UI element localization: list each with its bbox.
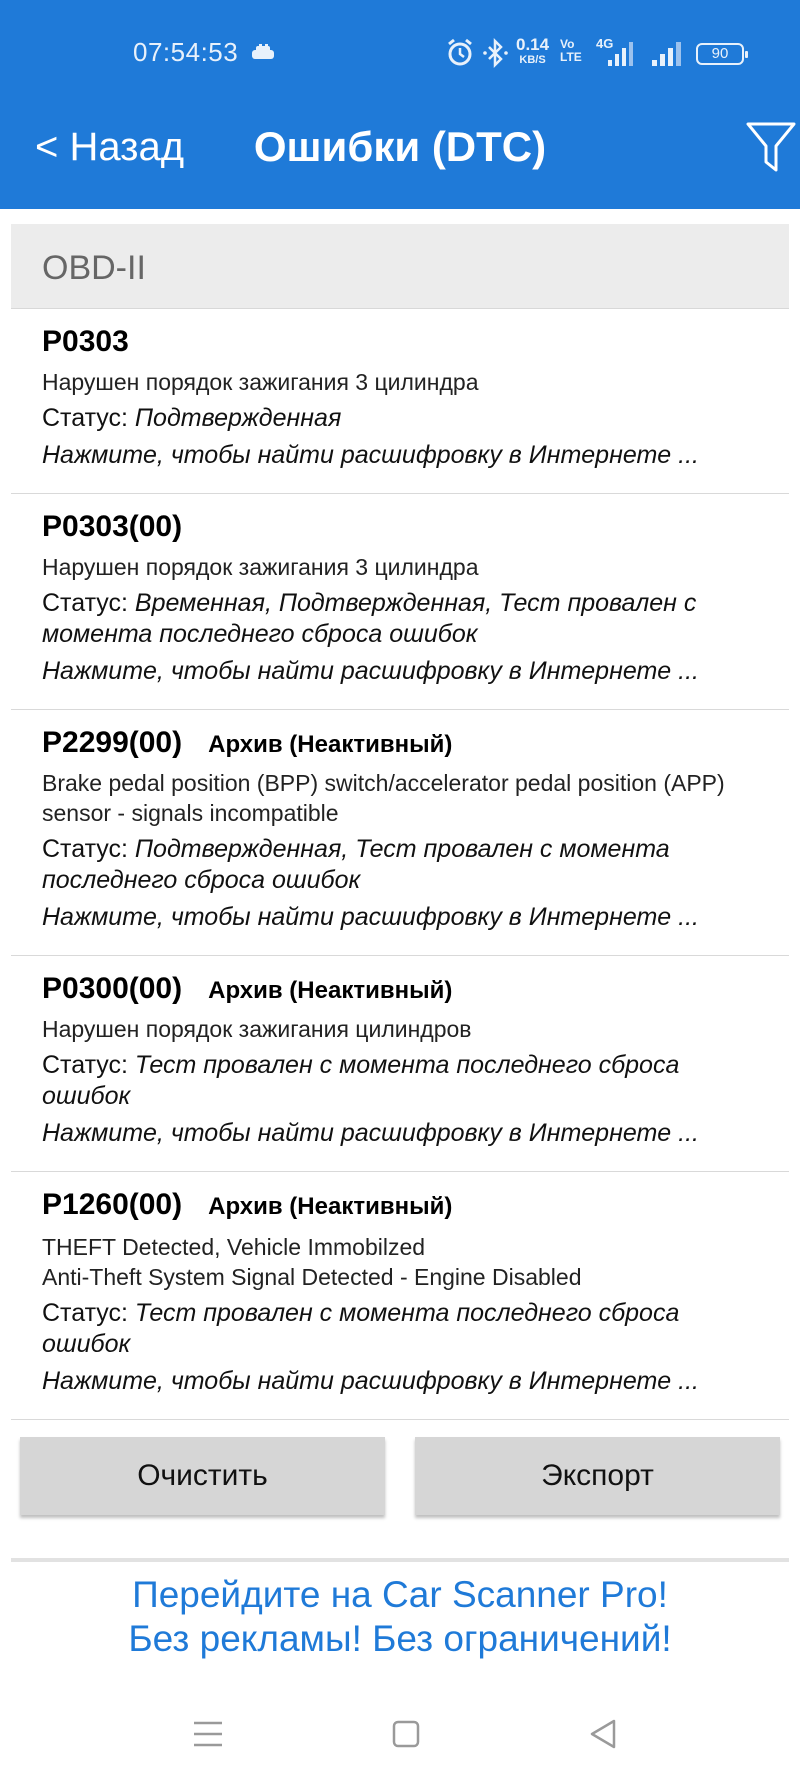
signal-icon: [650, 36, 684, 70]
back-nav-icon[interactable]: [584, 1714, 624, 1754]
menu-icon[interactable]: [188, 1714, 228, 1754]
dtc-archive-badge: Архив (Неактивный): [208, 731, 453, 758]
car-icon: [250, 44, 276, 62]
clear-button[interactable]: Очистить: [20, 1437, 385, 1515]
dtc-description: Нарушен порядок зажигания 3 цилиндра: [42, 369, 479, 395]
dtc-code-row: [42, 972, 758, 1006]
dtc-status-label: Статус:: [42, 589, 135, 617]
promo-line-2: Без рекламы! Без ограничений!: [128, 1618, 672, 1659]
dtc-status-value: Тест провален с момента последнего сброса ошибок: [42, 1051, 680, 1110]
dtc-status-label: Статус:: [42, 835, 135, 863]
dtc-code-row: [42, 726, 758, 760]
dtc-status-value: Подтвержденная: [134, 404, 342, 432]
net-speed-unit: KB/S: [519, 54, 546, 66]
app-header: [0, 0, 800, 209]
signal-icon: [606, 36, 636, 70]
dtc-description: Brake pedal position (BPP) switch/accelerator pedal position (APP) sensor - signals incompatible: [42, 770, 725, 826]
back-button[interactable]: < Назад: [35, 125, 185, 169]
dtc-description: Нарушен порядок зажигания цилиндров: [42, 1016, 472, 1042]
net-speed: [516, 36, 549, 67]
dtc-item[interactable]: [11, 494, 789, 710]
dtc-code: P0300(00): [42, 972, 183, 1005]
dtc-description: THEFT Detected, Vehicle Immobilzed: [42, 1234, 426, 1260]
dtc-archive-badge: Архив (Неактивный): [208, 977, 453, 1004]
dtc-code-row: [42, 1188, 758, 1222]
status-time: 07:54:53: [133, 37, 239, 67]
dtc-description: Anti-Theft System Signal Detected - Engine Disabled: [42, 1264, 582, 1290]
dtc-status-label: Статус:: [42, 1051, 135, 1079]
dtc-code: P0303: [42, 325, 129, 358]
dtc-status-label: Статус:: [42, 1299, 135, 1327]
dtc-search-hint: Нажмите, чтобы найти расшифровку в Интернете ...: [42, 1367, 699, 1395]
dtc-status-value: Тест провален с момента последнего сброса ошибок: [42, 1299, 680, 1358]
dtc-description: Нарушен порядок зажигания 3 цилиндра: [42, 554, 479, 580]
net-speed-value: 0.14: [516, 35, 550, 54]
dtc-code-row: [42, 510, 758, 544]
network-type: 4G: [596, 36, 614, 51]
dtc-archive-badge: Архив (Неактивный): [208, 1193, 453, 1220]
section-header: [11, 224, 789, 309]
dtc-search-hint: Нажмите, чтобы найти расшифровку в Интернете ...: [42, 903, 699, 931]
divider: [11, 1558, 789, 1562]
dtc-search-hint: Нажмите, чтобы найти расшифровку в Интернете ...: [42, 1119, 699, 1147]
alarm-icon: [446, 36, 474, 70]
dtc-list: [11, 309, 789, 1420]
dtc-search-hint: Нажмите, чтобы найти расшифровку в Интернете ...: [42, 657, 699, 685]
dtc-search-hint: Нажмите, чтобы найти расшифровку в Интернете ...: [42, 441, 699, 469]
volte-indicator: [560, 38, 582, 64]
dtc-status: [42, 403, 758, 434]
battery-indicator: 90: [696, 43, 744, 65]
section-title: OBD-II: [42, 249, 146, 287]
bluetooth-icon: [482, 36, 510, 70]
dtc-status: [42, 834, 758, 896]
dtc-item[interactable]: [11, 309, 789, 494]
status-bar: [0, 0, 800, 105]
dtc-status-label: Статус:: [42, 404, 135, 432]
export-button[interactable]: Экспорт: [415, 1437, 780, 1515]
promo-line-1: Перейдите на Car Scanner Pro!: [132, 1574, 668, 1615]
dtc-status-value: Подтвержденная, Тест провален с момента последнего сброса ошибок: [42, 835, 670, 894]
upgrade-promo-link[interactable]: [0, 1573, 800, 1661]
dtc-item[interactable]: [11, 956, 789, 1172]
dtc-code: P0303(00): [42, 510, 183, 543]
system-nav-bar: [0, 1700, 800, 1778]
filter-icon[interactable]: [745, 120, 797, 174]
volte-top: Vo: [560, 37, 575, 51]
dtc-code: P1260(00): [42, 1188, 183, 1221]
home-icon[interactable]: [386, 1714, 426, 1754]
page-title: Ошибки (DTC): [253, 123, 547, 170]
dtc-status: [42, 1298, 758, 1360]
dtc-status-value: Временная, Подтвержденная, Тест провален с момента последнего сброса ошибок: [42, 589, 697, 648]
dtc-code-row: [42, 325, 758, 359]
dtc-item[interactable]: [11, 1172, 789, 1420]
dtc-status: [42, 1050, 758, 1112]
dtc-item[interactable]: [11, 710, 789, 956]
dtc-status: [42, 588, 758, 650]
volte-bottom: LTE: [560, 50, 582, 64]
dtc-code: P2299(00): [42, 726, 183, 759]
